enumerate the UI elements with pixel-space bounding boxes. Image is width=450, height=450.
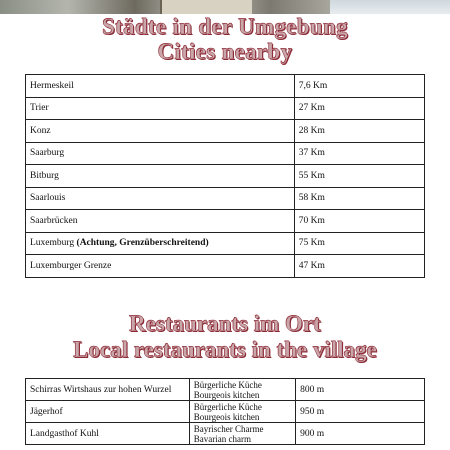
restaurants-table [25, 378, 425, 445]
city-name: Saarburg [30, 148, 65, 159]
city-row [26, 165, 425, 188]
city-row [26, 187, 425, 210]
city-distance: 58 Km [294, 187, 424, 210]
cities-heading-de: Städte in der Umgebung [102, 14, 348, 39]
cuisine-en: Bourgeois kitchen [193, 411, 260, 422]
cuisine-en: Bourgeois kitchen [193, 389, 260, 400]
city-name: Saarbrücken [30, 215, 78, 226]
city-row [26, 210, 425, 233]
city-row [26, 255, 425, 278]
restaurant-name: Schirras Wirtshaus zur hohen Wurzel [26, 379, 190, 401]
city-name-cell [26, 75, 295, 98]
cities-table [25, 74, 425, 278]
city-distance: 75 Km [294, 232, 424, 255]
city-name-cell [26, 232, 295, 255]
city-name: Bitburg [30, 170, 59, 181]
city-name-cell [26, 187, 295, 210]
restaurant-cuisine [189, 401, 295, 423]
cities-heading-en: Cities nearby [157, 39, 293, 64]
photo-sky [330, 0, 450, 14]
city-row [26, 120, 425, 143]
city-name: Saarlouis [30, 193, 66, 204]
restaurant-cuisine [189, 379, 295, 401]
cuisine-de: Bürgerliche Küche [193, 401, 262, 412]
cuisine-en: Bavarian charm [193, 433, 252, 444]
city-distance: 47 Km [294, 255, 424, 278]
cuisine-de: Bayrischer Charme [193, 423, 264, 434]
city-name: Hermeskeil [30, 80, 74, 91]
restaurant-name: Jägerhof [26, 401, 190, 423]
restaurant-distance: 800 m [296, 379, 425, 401]
restaurant-name: Landgasthof Kuhl [26, 423, 190, 445]
photo-house [160, 0, 252, 14]
city-note: (Achtung, Grenzüberschreitend) [76, 238, 209, 249]
restaurant-row [26, 423, 425, 445]
restaurant-row [26, 401, 425, 423]
city-name-cell [26, 97, 295, 120]
city-distance: 37 Km [294, 142, 424, 165]
city-name: Luxemburger Grenze [30, 260, 112, 271]
city-distance: 28 Km [294, 120, 424, 143]
restaurant-row [26, 379, 425, 401]
city-name-cell [26, 120, 295, 143]
city-row [26, 97, 425, 120]
city-name-cell [26, 165, 295, 188]
city-distance: 70 Km [294, 210, 424, 233]
restaurants-heading-de: Restaurants im Ort [129, 311, 321, 336]
restaurant-distance: 900 m [296, 423, 425, 445]
restaurant-distance: 950 m [296, 401, 425, 423]
city-name: Trier [30, 103, 49, 114]
city-name: Luxemburg [30, 238, 77, 249]
city-name: Konz [30, 125, 51, 136]
city-distance: 27 Km [294, 97, 424, 120]
city-row [26, 75, 425, 98]
city-distance: 55 Km [294, 165, 424, 188]
restaurants-heading-en: Local restaurants in the village [73, 337, 377, 362]
city-name-cell [26, 210, 295, 233]
header-photo [0, 0, 450, 14]
restaurant-cuisine [189, 423, 295, 445]
city-row [26, 232, 425, 255]
city-name-cell [26, 142, 295, 165]
city-name-cell [26, 255, 295, 278]
city-distance: 7,6 Km [294, 75, 424, 98]
cuisine-de: Bürgerliche Küche [193, 379, 262, 390]
city-row [26, 142, 425, 165]
